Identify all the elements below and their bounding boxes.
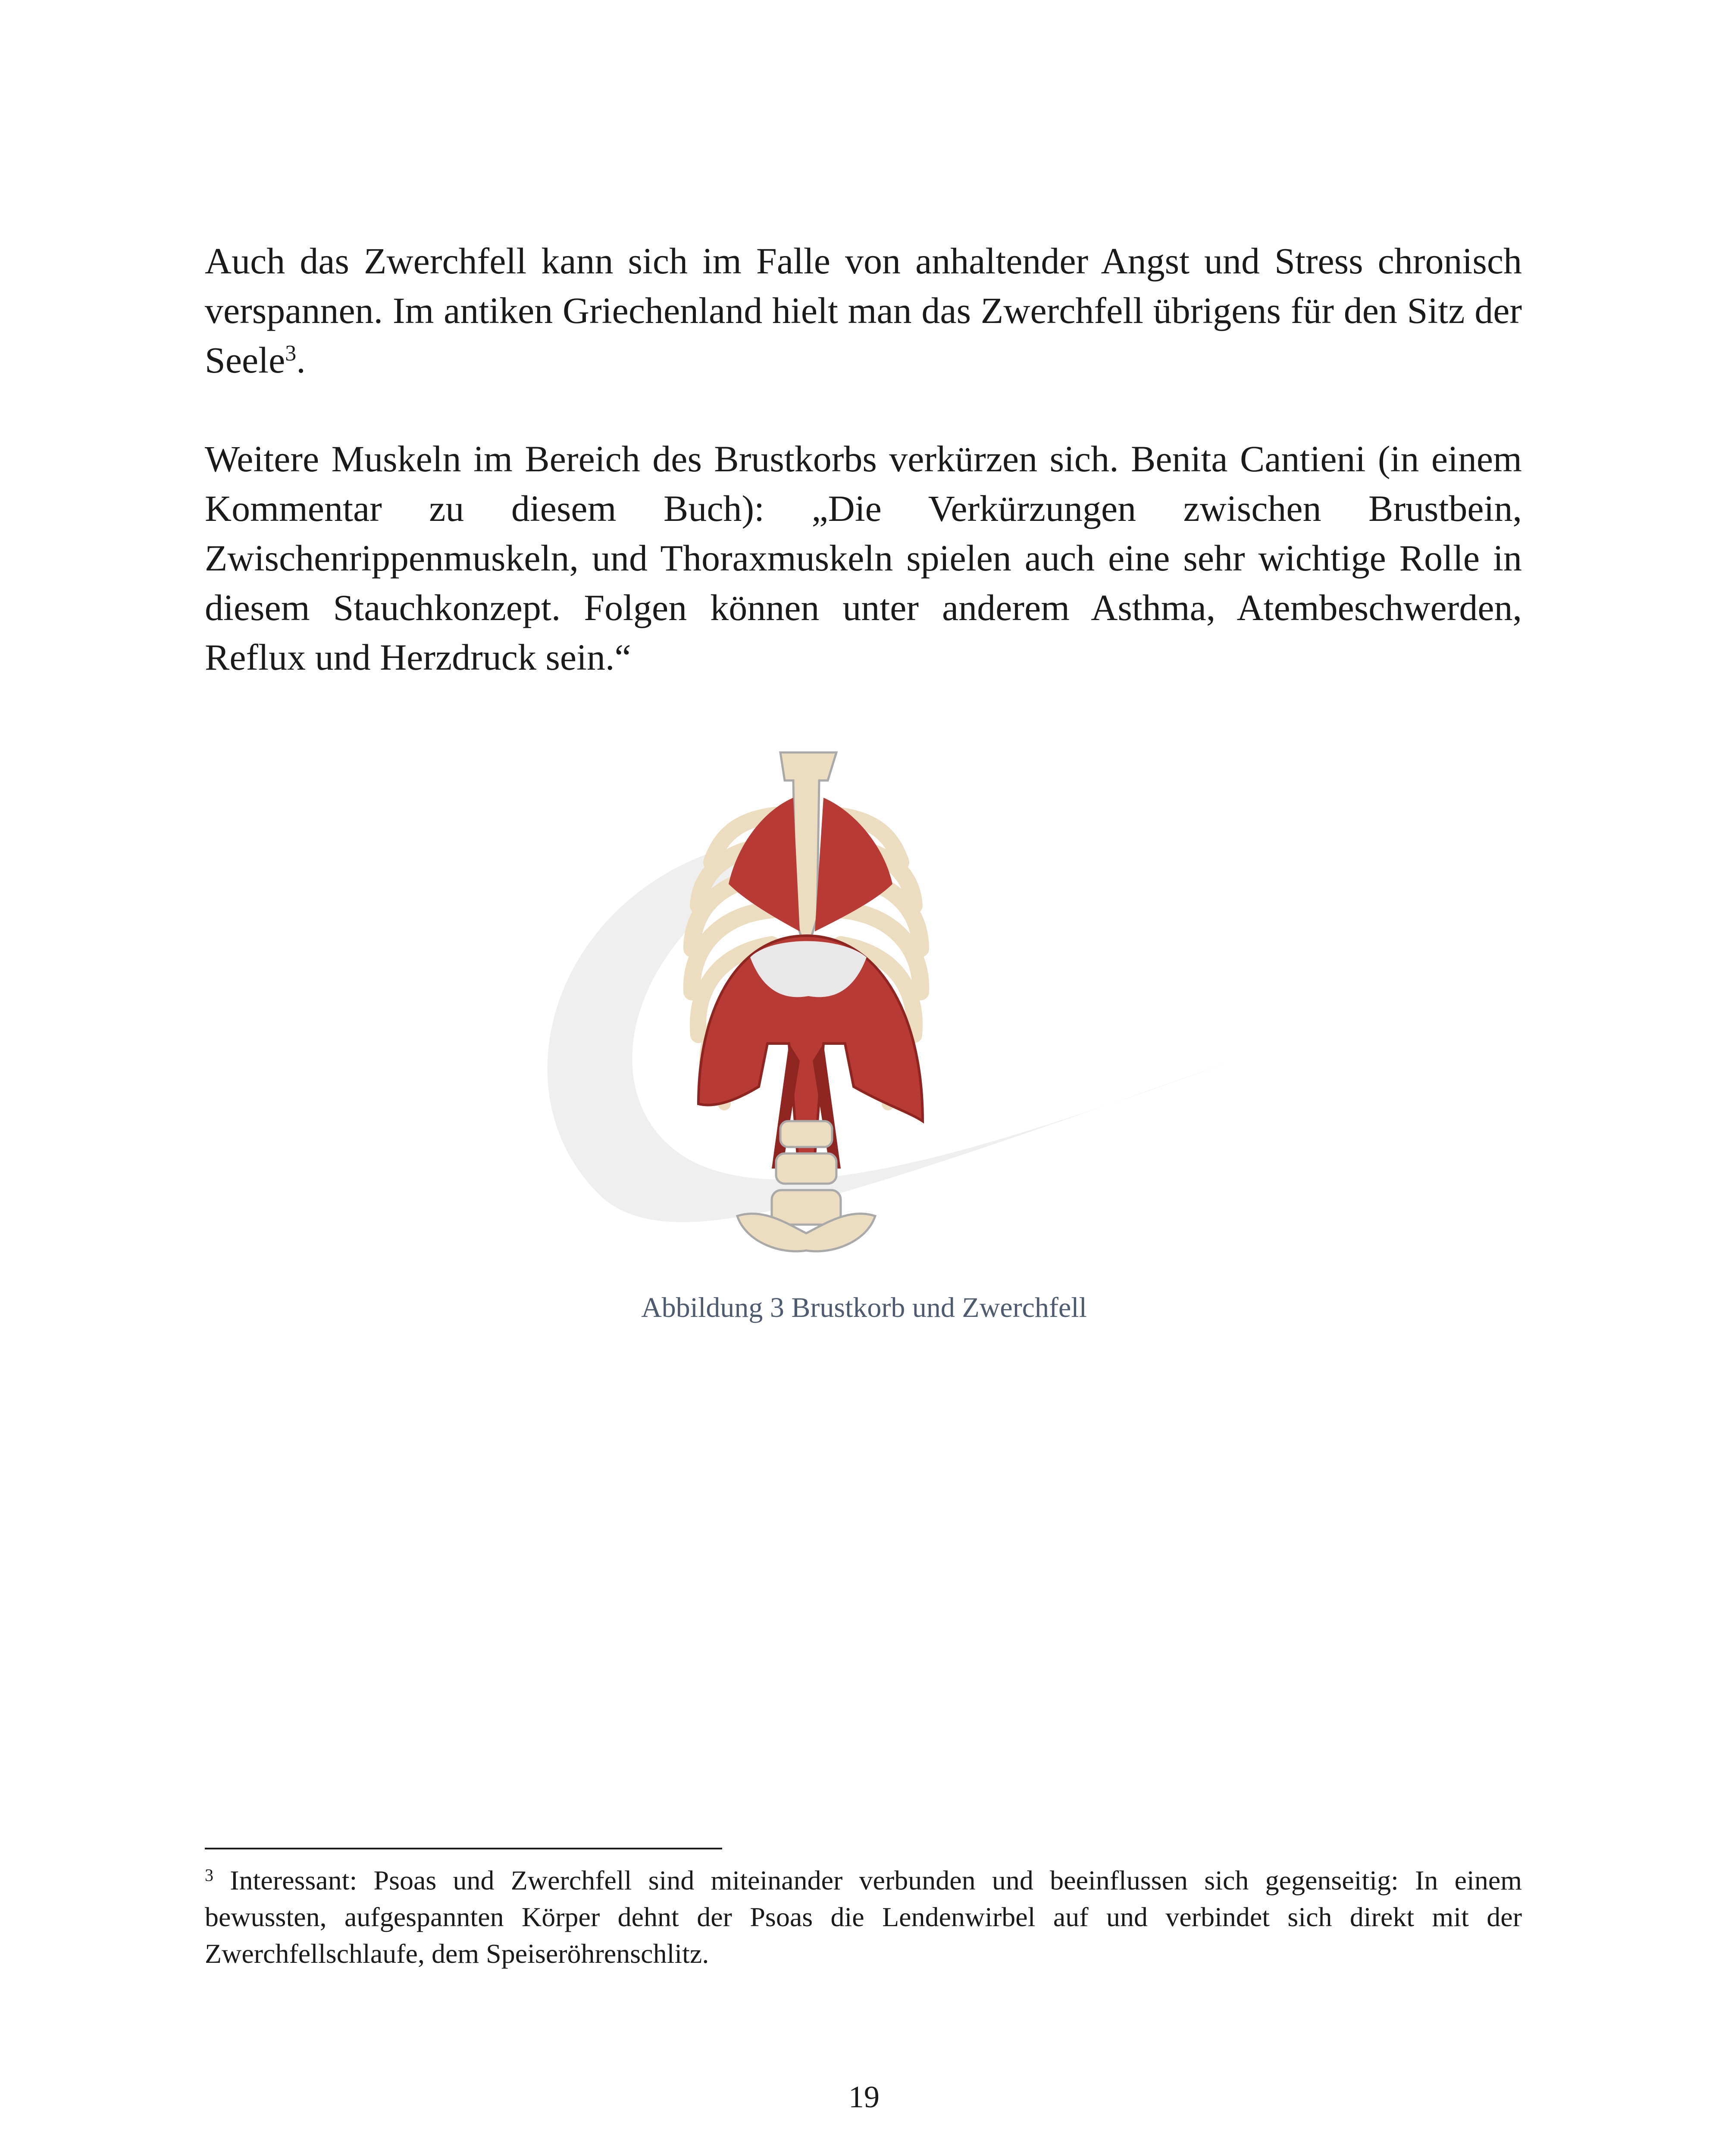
- footnote: [205, 1862, 1522, 1972]
- body-paragraph-2: [205, 434, 1522, 682]
- footnote-text: Interessant: Psoas und Zwerchfell sind miteinander verbunden und beeinflussen sich gegenseitig: In einem bewussten, aufgespannten Körper dehnt der Psoas die Lendenwirbel auf und verbindet sich direkt mit der Zwerchfellschlaufe, dem Speiseröhrenschlitz.: [205, 1865, 1522, 1969]
- footnote-separator: [205, 1848, 722, 1849]
- rib-cage-diaphragm-illustration: [496, 733, 1250, 1272]
- figure-caption: Abbildung 3 Brustkorb und Zwerchfell: [641, 1292, 1087, 1323]
- paragraph-text: Auch das Zwerchfell kann sich im Falle von anhaltender Angst und Stress chronisch verspannen. Im antiken Griechenland hielt man das Zwerchfell übrigens für den Sitz der Seele: [205, 240, 1522, 381]
- paragraph-tail: .: [296, 339, 306, 381]
- footnote-reference[interactable]: 3: [285, 341, 297, 366]
- paragraph-text: Weitere Muskeln im Bereich des Brustkorbs verkürzen sich. Benita Cantieni (in einem Kommentar zu diesem Buch): „Die Verkürzungen zwischen Brustbein, Zwischenrippenmuskeln, und Thoraxmuskeln spielen auch eine sehr wichtige Rolle in diesem Stauchkonzept. Folgen können unter anderem Asthma, Atembeschwerden, Reflux und Herzdruck sein.“: [205, 438, 1522, 678]
- page-number: 19: [848, 2080, 880, 2114]
- body-paragraph-1: [205, 236, 1522, 385]
- footnote-number: 3: [205, 1865, 213, 1885]
